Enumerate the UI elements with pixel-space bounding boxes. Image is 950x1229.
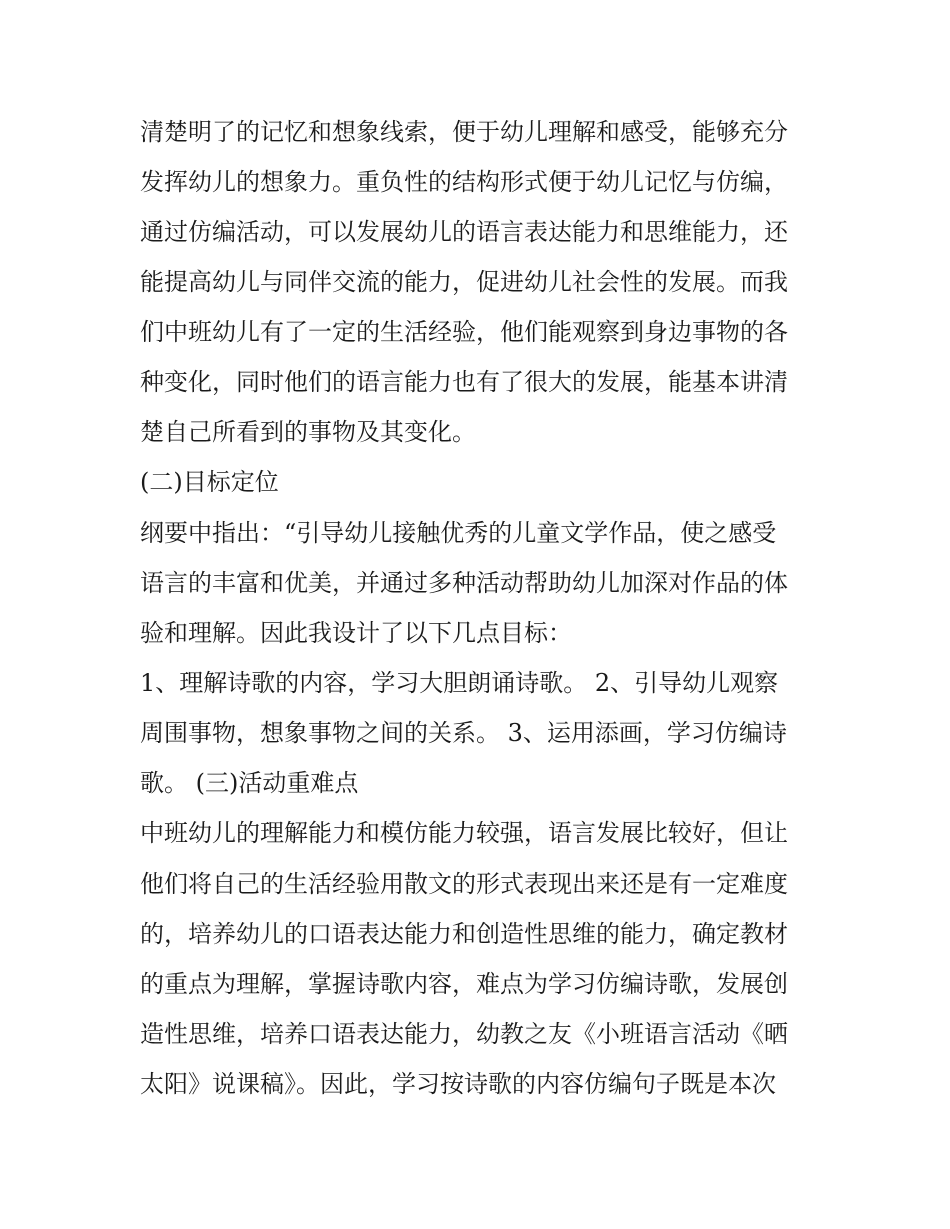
- text-line: 楚自己所看到的事物及其变化。: [140, 418, 476, 446]
- text-line: 歌。 (三)活动重难点: [140, 769, 359, 797]
- text-line: 语言的丰富和优美，并通过多种活动帮助幼儿加深对作品的体: [140, 569, 788, 597]
- text-line: 清楚明了的记忆和想象线索，便于幼儿理解和感受，能够充分: [140, 118, 788, 146]
- section-heading: (二)目标定位: [140, 468, 279, 496]
- text-line: 验和理解。因此我设计了以下几点目标：: [140, 619, 572, 647]
- text-line: 中班幼儿的理解能力和模仿能力较强，语言发展比较好，但让: [140, 819, 788, 847]
- text-line: 的，培养幼儿的口语表达能力和创造性思维的能力，确定教材: [140, 920, 788, 948]
- text-line: 种变化，同时他们的语言能力也有了很大的发展，能基本讲清: [140, 368, 788, 396]
- text-line: 纲要中指出：“引导幼儿接触优秀的儿童文学作品，使之感受: [140, 519, 777, 547]
- text-line: 能提高幼儿与同伴交流的能力，促进幼儿社会性的发展。而我: [140, 268, 788, 296]
- text-line: 们中班幼儿有了一定的生活经验，他们能观察到身边事物的各: [140, 318, 788, 346]
- text-line: 周围事物，想象事物之间的关系。 3、运用添画，学习仿编诗: [140, 719, 787, 747]
- text-line: 的重点为理解，掌握诗歌内容，难点为学习仿编诗歌，发展创: [140, 970, 788, 998]
- text-line: 他们将自己的生活经验用散文的形式表现出来还是有一定难度: [140, 870, 788, 898]
- text-line: 通过仿编活动，可以发展幼儿的语言表达能力和思维能力，还: [140, 218, 788, 246]
- text-line: 太阳》说课稿》。因此，学习按诗歌的内容仿编句子既是本次: [140, 1070, 776, 1098]
- text-line: 1、理解诗歌的内容，学习大胆朗诵诗歌。 2、引导幼儿观察: [140, 669, 779, 697]
- text-line: 发挥幼儿的想象力。重负性的结构形式便于幼儿记忆与仿编，: [140, 168, 788, 196]
- text-line: 造性思维，培养口语表达能力，幼教之友《小班语言活动《晒: [140, 1020, 788, 1048]
